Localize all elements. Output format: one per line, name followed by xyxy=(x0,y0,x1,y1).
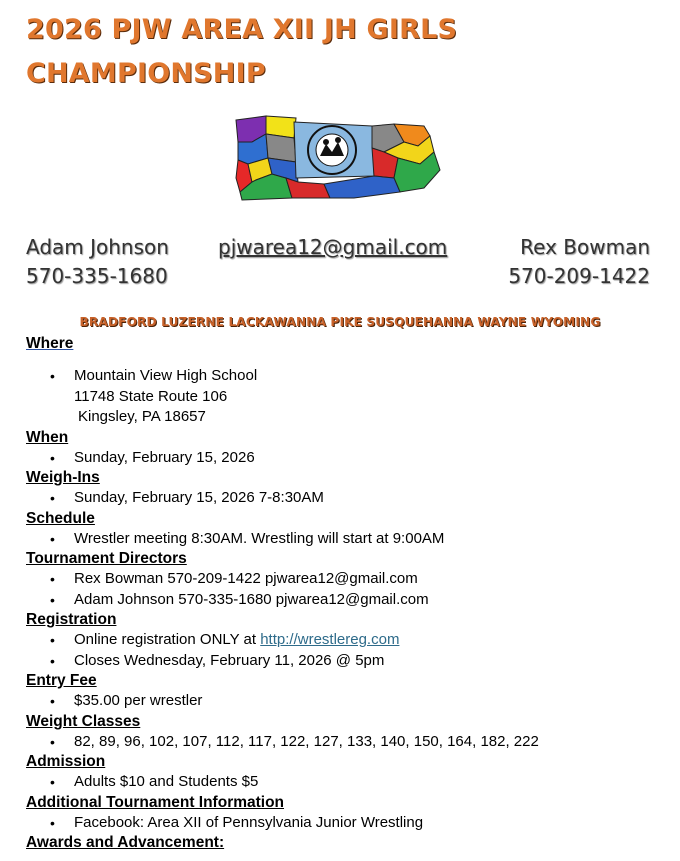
heading-registration: Registration xyxy=(26,611,117,628)
counties-banner: BRADFORD LUZERNE LACKAWANNA PIKE SUSQUEHANNA WAYNE WYOMING xyxy=(79,315,601,329)
contact-left-phone: 570-335-1680 xyxy=(26,264,168,288)
title-line-2: CHAMPIONSHIP xyxy=(26,58,266,89)
weight-classes-item: • 82, 89, 96, 102, 107, 112, 117, 122, 127, 133, 140, 150, 164, 182, 222 xyxy=(26,732,666,753)
contact-left xyxy=(26,233,169,291)
registration-closes: • Closes Wednesday, February 11, 2026 @ 5pm xyxy=(26,651,666,672)
contact-left-name: Adam Johnson xyxy=(26,235,169,259)
contact-right xyxy=(508,233,650,291)
where-street: 11748 State Route 106 xyxy=(74,387,228,405)
registration-online xyxy=(26,630,666,651)
director-item: • Rex Bowman 570-209-1422 pjwarea12@gmail.com xyxy=(26,569,666,590)
admission-item: • Adults $10 and Students $5 xyxy=(26,772,666,793)
where-list xyxy=(26,366,666,387)
registration-online-text: Online registration ONLY at xyxy=(74,631,261,648)
where-venue: • Mountain View High School xyxy=(26,366,666,387)
heading-schedule: Schedule xyxy=(26,509,95,527)
schedule-item: • Wrestler meeting 8:30AM. Wrestling will start at 9:00AM xyxy=(26,529,666,550)
additional-info-item: • Facebook: Area XII of Pennsylvania Junior Wrestling xyxy=(26,813,666,834)
heading-where: Where xyxy=(26,335,74,352)
heading-awards: Awards and Advancement: xyxy=(26,834,225,851)
weighins-item: • Sunday, February 15, 2026 7-8:30AM xyxy=(26,488,666,509)
heading-weighins: Weigh-Ins xyxy=(26,469,100,486)
pennsylvania-map-logo xyxy=(234,112,442,202)
heading-weight-classes: Weight Classes xyxy=(26,712,141,730)
heading-when: When xyxy=(26,428,69,446)
contact-right-phone: 570-209-1422 xyxy=(508,264,650,288)
contact-email-link[interactable]: pjwarea12@gmail.com xyxy=(218,235,448,259)
registration-link[interactable]: http://wrestlereg.com xyxy=(260,631,400,648)
pa-map-icon xyxy=(234,112,442,202)
contact-right-name: Rex Bowman xyxy=(520,235,650,259)
heading-directors: Tournament Directors xyxy=(26,550,187,567)
heading-entry-fee: Entry Fee xyxy=(26,672,97,689)
heading-additional-info: Additional Tournament Information xyxy=(26,793,285,811)
contact-email xyxy=(218,233,447,262)
director-item: • Adam Johnson 570-335-1680 pjwarea12@gmail.com xyxy=(26,590,666,611)
when-item: • Sunday, February 15, 2026 xyxy=(26,448,666,469)
where-city: Kingsley, PA 18657 xyxy=(78,408,206,425)
title-line-1: 2026 PJW AREA XII JH GIRLS xyxy=(26,14,458,45)
page-title xyxy=(26,8,666,96)
document-body xyxy=(26,334,666,853)
entry-fee-item: • $35.00 per wrestler xyxy=(26,691,666,712)
heading-admission: Admission xyxy=(26,753,106,770)
